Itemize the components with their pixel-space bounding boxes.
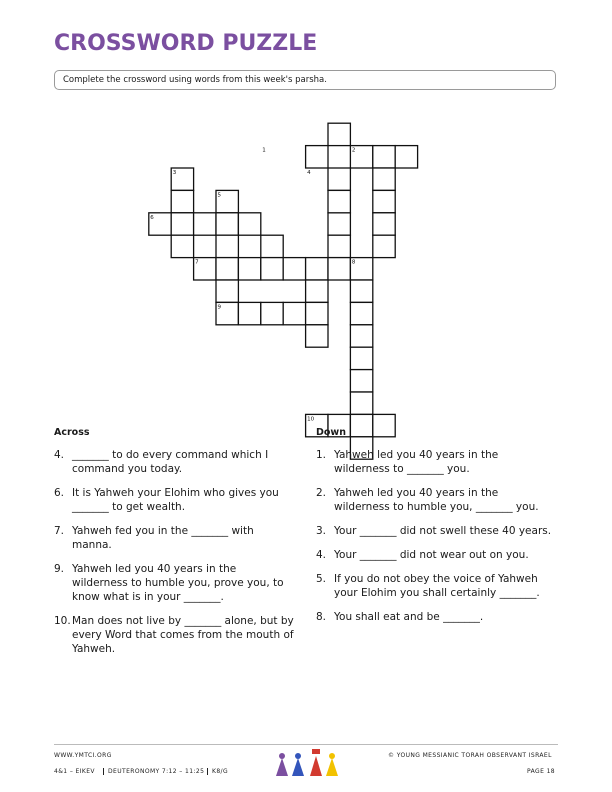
crossword-cell[interactable]	[216, 258, 238, 280]
footer-copyright: © YOUNG MESSIANIC TORAH OBSERVANT ISRAEL	[388, 752, 552, 759]
clue-text: If you do not obey the voice of Yahweh your Elohim you shall certainly _______.	[334, 573, 540, 599]
clue-number: 2.	[316, 487, 327, 499]
crossword-cell[interactable]	[395, 146, 417, 168]
clue-text: Your _______ did not wear out on you.	[334, 549, 529, 561]
clue-number: 4.	[54, 449, 65, 461]
crossword-cell[interactable]	[350, 325, 372, 347]
crossword-cell[interactable]	[328, 213, 350, 235]
footer-website: WWW.YMTCI.ORG	[54, 752, 112, 759]
crossword-cell[interactable]	[328, 168, 350, 190]
crossword-cell[interactable]	[350, 280, 372, 302]
crossword-cell[interactable]	[216, 235, 238, 257]
crossword-cell[interactable]	[373, 414, 395, 436]
footer-lesson: 4&1 – EIKEV	[54, 768, 95, 775]
clue-number: 6.	[54, 487, 65, 499]
clue-number: 4.	[316, 549, 327, 561]
crossword-cell[interactable]	[350, 392, 372, 414]
crossword-cell[interactable]	[373, 213, 395, 235]
crossword-cell[interactable]	[306, 258, 328, 280]
clue-text: Yahweh fed you in the _______ with manna.	[72, 525, 254, 551]
crossword-cell[interactable]	[261, 302, 283, 324]
clue-text: Man does not live by _______ alone, but by every Word that comes from the mouth of Yahweh.	[72, 615, 294, 655]
clue-number: 3.	[316, 525, 327, 537]
clue-text: Your _______ did not swell these 40 years.	[334, 525, 552, 537]
crossword-cell[interactable]	[171, 190, 193, 212]
clue-number: 10.	[54, 615, 71, 627]
crossword-cell[interactable]	[350, 414, 372, 436]
logo-figure-yellow	[326, 753, 338, 776]
crossword-cell[interactable]	[306, 280, 328, 302]
crossword-cell[interactable]	[283, 258, 305, 280]
clue-number-label: 1	[262, 147, 266, 154]
crossword-cell[interactable]	[373, 146, 395, 168]
crossword-cell[interactable]	[216, 190, 238, 212]
crossword-cell[interactable]	[171, 235, 193, 257]
crossword-cell[interactable]	[306, 146, 328, 168]
footer-grade: K8/G	[207, 768, 228, 775]
crossword-cell[interactable]	[171, 213, 193, 235]
crossword-cell[interactable]	[306, 302, 328, 324]
across-heading: Across	[54, 427, 90, 438]
logo-figure-purple	[276, 753, 288, 776]
clue-number: 8.	[316, 611, 327, 623]
footer-reference: DEUTERONOMY 7:12 – 11:25	[103, 768, 204, 775]
clue-number-label: 7	[195, 259, 199, 266]
crossword-cell[interactable]	[328, 190, 350, 212]
clue-number: 7.	[54, 525, 65, 537]
crossword-cell[interactable]	[283, 302, 305, 324]
crossword-cell[interactable]	[171, 168, 193, 190]
clue-number-label: 9	[217, 304, 221, 311]
crossword-cell[interactable]	[238, 258, 260, 280]
crossword-cell[interactable]	[350, 347, 372, 369]
crossword-cell[interactable]	[328, 235, 350, 257]
clue-text: You shall eat and be _______.	[334, 611, 484, 623]
crossword-cell[interactable]	[216, 280, 238, 302]
clue-text: It is Yahweh your Elohim who gives you _______ to get wealth.	[72, 487, 279, 513]
clue-across-7	[54, 524, 294, 552]
clue-text: Yahweh led you 40 years in the wilderness to humble you, _______ you.	[334, 487, 539, 513]
clue-across-10	[54, 614, 294, 656]
clue-text: Yahweh led you 40 years in the wilderness to humble you, prove you, to know what is in your _______.	[72, 563, 284, 603]
clue-number-label: 2	[351, 147, 356, 154]
crossword-cell[interactable]	[194, 213, 216, 235]
clue-number-label: 3	[172, 170, 177, 176]
crossword-cell[interactable]	[194, 258, 216, 280]
crossword-cell[interactable]	[216, 302, 238, 324]
clue-number: 5.	[316, 573, 327, 585]
crossword-cell[interactable]	[261, 235, 283, 257]
clue-number-label: 8	[351, 259, 356, 266]
crossword-cell[interactable]	[350, 370, 372, 392]
crossword-cell[interactable]	[306, 325, 328, 347]
clue-down-5	[316, 572, 556, 600]
crossword-cell[interactable]	[238, 302, 260, 324]
page-title: CROSSWORD PUZZLE	[54, 31, 318, 56]
clue-across-9	[54, 562, 294, 604]
clue-text: Yahweh led you 40 years in the wilderness to _______ you.	[334, 449, 499, 475]
down-clue-list	[316, 448, 556, 634]
crossword-cell[interactable]	[328, 258, 350, 280]
footer-page-label: PAGE 18	[527, 768, 556, 775]
clue-down-2	[316, 486, 556, 514]
ymtoi-logo	[270, 748, 350, 778]
across-clue-list	[54, 448, 294, 666]
clue-number: 1.	[316, 449, 327, 461]
crossword-cell[interactable]	[350, 146, 372, 168]
logo-figure-red	[310, 749, 322, 776]
clue-across-4	[54, 448, 294, 476]
clue-down-1	[316, 448, 556, 476]
logo-figure-blue	[292, 753, 304, 776]
clue-number-label: 6	[150, 214, 154, 221]
clue-text: _______ to do every command which I command you today.	[72, 449, 269, 475]
crossword-cell[interactable]	[373, 190, 395, 212]
clue-number-label: 5	[217, 192, 221, 199]
clue-number-label: 10	[307, 416, 315, 423]
crossword-cell[interactable]	[261, 258, 283, 280]
crossword-cell[interactable]	[350, 258, 372, 280]
crossword-cell[interactable]	[149, 213, 171, 235]
crossword-cell[interactable]	[373, 235, 395, 257]
instructions-box: Complete the crossword using words from this week's parsha.	[54, 70, 556, 90]
clue-down-4	[316, 548, 556, 562]
clue-down-3	[316, 524, 556, 538]
clue-down-8	[316, 610, 556, 624]
clue-number: 9.	[54, 563, 65, 575]
crossword-cell[interactable]	[373, 168, 395, 190]
clue-number-label: 4	[307, 170, 311, 176]
crossword-cell[interactable]	[328, 123, 350, 145]
clue-across-6	[54, 486, 294, 514]
crossword-cell[interactable]	[216, 213, 238, 235]
footer-divider	[54, 744, 558, 745]
crossword-cell[interactable]	[350, 302, 372, 324]
down-heading: Down	[316, 427, 346, 438]
crossword-cell[interactable]	[238, 213, 260, 235]
